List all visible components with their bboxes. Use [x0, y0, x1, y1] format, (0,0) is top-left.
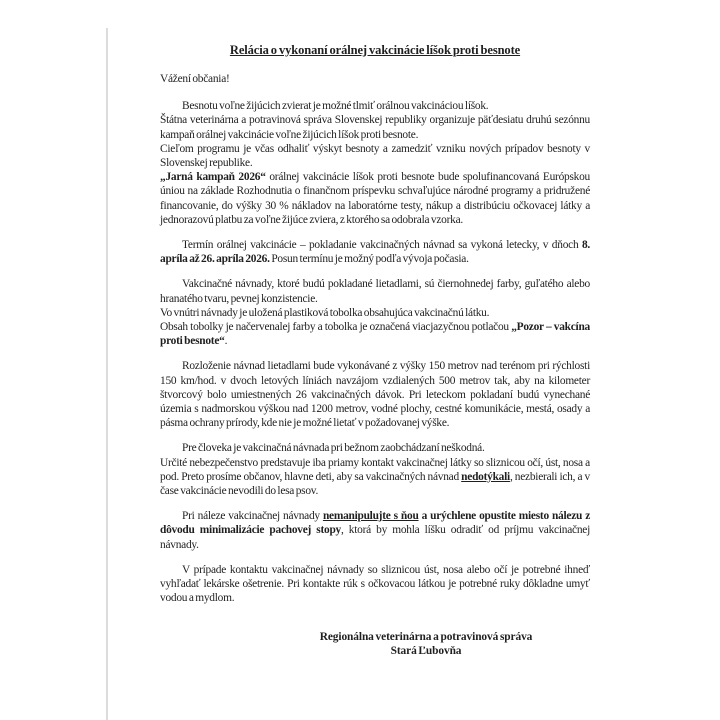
text-run: Vakcinačné návnady, ktoré budú pokladané lietadlami, sú čiernohnedej farby, guľatého alebo hranatého tvaru, pevnej konzistencie.	[160, 278, 590, 305]
paragraph	[160, 306, 590, 320]
document-title: Relácia o vykonaní orálnej vakcinácie líšok proti besnote	[229, 43, 521, 57]
paragraph	[160, 113, 590, 141]
text-run: 8. apríla až 26. apríla 2026.	[160, 239, 590, 266]
text-run: Rozloženie návnad lietadlami bude vykonávané z výšky 150 metrov nad terénom pri rýchlosti 150 km/hod. v dvoch letových líniách navzájom vzdialených 500 metrov tak, aby na kilometer štvorcový bolo umiestnených 26 vakcinačných dávok. Pri leteckom pokladaní budú vynechané územia s nadmorskou výškou nad 1200 metrov, vodné plochy, cestné komunikácie, mestá, osady a pásma ochrany prírody, kde nie je možné lietať v požadovanej výške.	[160, 360, 590, 430]
signature-block	[306, 630, 546, 659]
text-run: Cieľom programu je včas odhaliť výskyt besnoty a zamedziť vzniku nových prípadov besnoty v Slovenskej republike.	[160, 142, 590, 170]
text-run: , nezbierali ich, a v čase vakcinácie nevodili do lesa psov.	[160, 470, 590, 498]
signature-org: Regionálna veterinárna a potravinová správa	[319, 630, 533, 643]
paragraph	[160, 509, 590, 552]
text-run: Pri náleze vakcinačnej návnady	[182, 510, 323, 523]
text-run: orálnej vakcinácie líšok proti besnote bude spolufinancovaná Európskou úniou na základe Rozhodnutia o finančnom príspevku schvaľujúce národné programy a pridružené financovanie, do výšky 30 % nákladov na laboratórne testy, nákup a distribúciu očkovacej látky a jednorazovú platbu za voľne žijúce zviera, z ktorého sa odobrala vzorka.	[160, 171, 590, 226]
text-run: nedotýkali	[461, 470, 510, 483]
text-run: „Jarná kampaň 2026“	[160, 171, 266, 184]
text-run: nemanipulujte s ňou	[322, 510, 419, 523]
text-run: Obsah tobolky je načervenalej farby a tobolka je označená viacjazyčnou potlačou	[160, 321, 512, 334]
paragraph	[160, 142, 590, 170]
body-paragraphs	[160, 99, 590, 605]
text-run: a urýchlene opustite miesto nálezu z dôvodu minimalizácie pachovej stopy	[160, 510, 590, 537]
paragraph	[160, 441, 590, 455]
text-run: V prípade kontaktu vakcinačnej návnady so sliznicou úst, nosa alebo očí je potrebné ihneď vyhľadať lekárske ošetrenie. Pri kontakte rúk s očkovacou látkou je potrebné ruky dôkladne umyť vodou a mydlom.	[160, 563, 590, 605]
paragraph	[160, 456, 590, 499]
paragraph	[160, 99, 590, 113]
text-run: Štátna veterinárna a potravinová správa Slovenskej republiky organizuje päťdesiatu druhú sezónnu kampaň orálnej vakcinácie voľne žijúcich líšok proti besnote.	[160, 114, 590, 141]
text-run: Určité nebezpečenstvo predstavuje iba priamy kontakt vakcinačnej látky so sliznicou očí, úst, nosa a pod. Preto prosíme občanov, hlavne deti, aby sa vakcinačných návnad	[160, 456, 590, 483]
paragraph	[160, 563, 590, 606]
paragraph	[160, 320, 590, 348]
paragraph	[160, 238, 590, 266]
paragraph	[160, 170, 590, 227]
paragraph	[160, 277, 590, 305]
text-run: Termín orálnej vakcinácie – pokladanie vakcinačných návnad sa vykoná letecky, v dňoch	[182, 239, 582, 252]
paragraph	[160, 359, 590, 430]
text-run: „Pozor – vakcína proti besnote“	[160, 321, 590, 348]
text-run: Posun termínu je možný podľa vývoja počasia.	[269, 253, 469, 266]
text-run: Pre človeka je vakcinačná návnada pri bežnom zaobchádzaní neškodná.	[182, 442, 485, 455]
text-run: Besnotu voľne žijúcich zvierat je možné tlmiť orálnou vakcináciou líšok.	[182, 100, 489, 113]
signature-city: Stará Ľubovňa	[390, 645, 462, 657]
document-content	[160, 43, 590, 659]
page-left-edge	[106, 28, 108, 720]
text-run: , ktorá by mohla líšku odradiť od príjmu vakcinačnej návnady.	[160, 524, 590, 551]
salutation: Vážení občania!	[160, 73, 230, 85]
text-run: Vo vnútri návnady je uložená plastiková tobolka obsahujúca vakcinačnú látku.	[160, 306, 490, 319]
text-run: .	[224, 335, 228, 348]
